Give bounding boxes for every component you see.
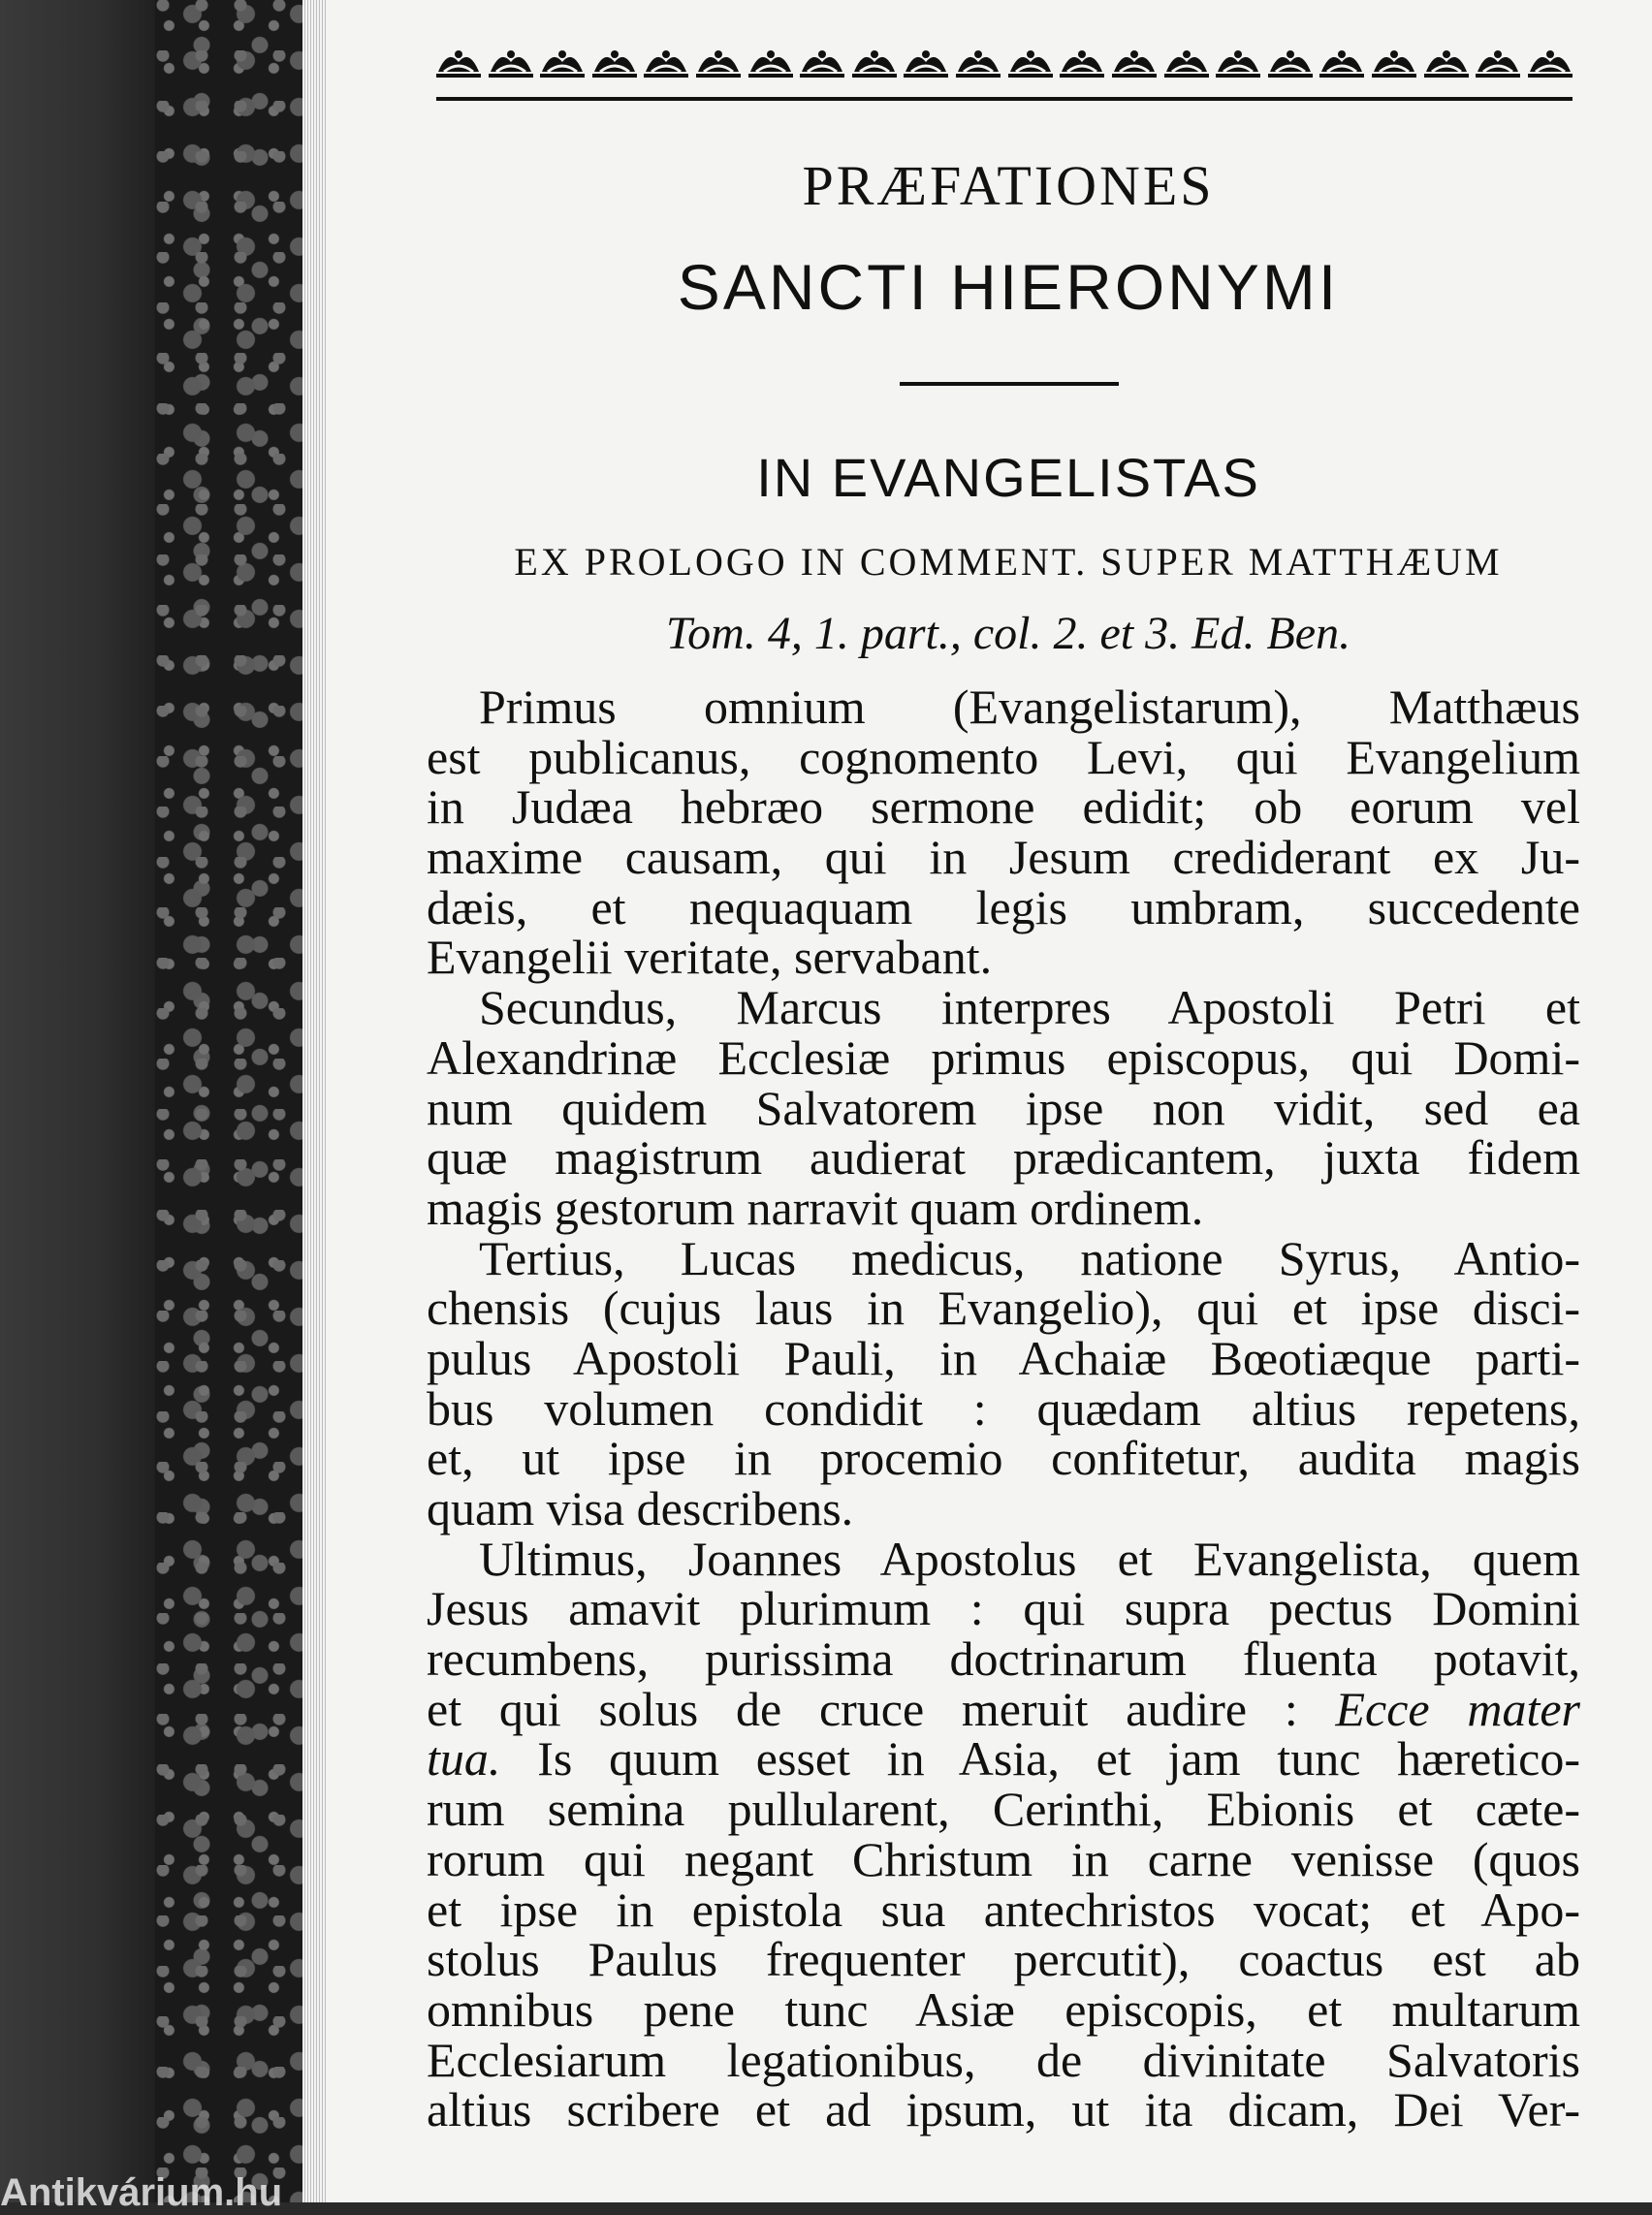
text-line-content: omnibus pene tunc Asiæ episcopis, et multarum <box>427 1981 1580 2037</box>
ornament-motif-icon <box>592 43 637 81</box>
ornament-motif-icon <box>1060 43 1104 81</box>
text-line <box>427 729 1580 784</box>
text-line-content: et qui solus de cruce meruit audire : <box>427 1681 1336 1736</box>
text-line-content: bus volumen condidit : quædam altius repetens, <box>427 1380 1580 1436</box>
text-line-content: et, ut ipse in procemio confitetur, audita magis <box>427 1431 1580 1486</box>
text-line <box>427 1882 1580 1937</box>
ornament-motif-icon <box>1528 43 1573 81</box>
ornament-motif-icon <box>748 43 793 81</box>
text-line <box>427 2082 1580 2137</box>
ornament-motif-icon <box>1372 43 1416 81</box>
text-line <box>427 1230 1580 1285</box>
ornament-motif-icon <box>956 43 1001 81</box>
text-line <box>427 1981 1580 2037</box>
text-line <box>427 1431 1580 1486</box>
text-line <box>427 1029 1580 1085</box>
ornament-motif-icon <box>540 43 585 81</box>
text-line-content: maxime causam, qui in Jesum crediderant ex Ju- <box>427 830 1580 885</box>
ornament-motif-icon <box>1164 43 1209 81</box>
ornament-motif-icon <box>1268 43 1313 81</box>
text-line <box>427 980 1580 1035</box>
text-line-content: Primus omnium (Evangelistarum), Matthæus <box>479 680 1580 734</box>
text-line <box>427 1481 1580 1535</box>
text-line-content: pulus Apostoli Pauli, in Achaiæ Bœotiæque parti- <box>427 1330 1580 1385</box>
watermark: Antikvárium.hu <box>0 2171 283 2214</box>
text-line <box>427 930 1580 985</box>
text-line-content: in Judæa hebræo sermone edidit; ob eorum vel <box>427 779 1580 835</box>
text-line-content: Evangelii veritate, servabant. <box>427 930 993 985</box>
text-line <box>427 1130 1580 1186</box>
section-heading: IN EVANGELISTAS <box>756 447 1260 508</box>
text-line <box>427 1330 1580 1385</box>
text-line-content: dæis, et nequaquam legis umbram, succedente <box>427 879 1580 934</box>
text-line <box>427 1283 1580 1334</box>
text-line <box>427 1782 1580 1837</box>
ornament-motif-icon <box>1112 43 1157 81</box>
text-line <box>427 1180 1580 1235</box>
title-divider <box>900 382 1119 386</box>
text-line-content: recumbens, purissima doctrinarum fluenta potavit, <box>427 1631 1580 1687</box>
title-line-1: PRÆFATIONES <box>802 154 1215 217</box>
body-text <box>427 682 1580 2136</box>
text-line-content: et ipse in epistola sua antechristos vocat; et Apo- <box>427 1882 1580 1937</box>
text-line <box>427 1831 1580 1886</box>
text-line <box>427 1531 1580 1586</box>
text-line-content: rorum qui negant Christum in carne venisse (quos <box>427 1831 1580 1886</box>
italic-span: tua. <box>427 1731 501 1787</box>
ornament-band <box>436 39 1573 85</box>
ornament-motif-icon <box>489 43 533 81</box>
text-line-content: Tertius, Lucas medicus, natione Syrus, Antio- <box>479 1230 1580 1285</box>
ornament-motif-icon <box>904 43 948 81</box>
text-line <box>427 879 1580 934</box>
ornament-motif-icon <box>1008 43 1053 81</box>
text-line-content: Ecclesiarum legationibus, de divinitate Salvatoris <box>427 2032 1580 2087</box>
text-line <box>427 1380 1580 1436</box>
text-line-content: Alexandrinæ Ecclesiæ primus episcopus, qui Domi- <box>427 1029 1580 1085</box>
text-line-content: Jesus amavit plurimum : qui supra pectus Domini <box>427 1581 1580 1636</box>
text-line <box>427 1681 1580 1736</box>
text-line-content: quæ magistrum audierat prædicantem, juxta fidem <box>427 1130 1580 1186</box>
ornament-motif-icon <box>800 43 844 81</box>
text-line <box>427 1080 1580 1135</box>
ornament-motif-icon <box>1476 43 1520 81</box>
subheading: EX PROLOGO IN COMMENT. SUPER MATTHÆUM <box>514 540 1503 584</box>
text-line <box>427 1731 1580 1787</box>
ornament-motif-icon <box>644 43 688 81</box>
ornament-motif-icon <box>696 43 741 81</box>
title-line-2: SANCTI HIERONYMI <box>677 251 1340 323</box>
text-line-content: Is quum esset in Asia, et jam tunc hæretico- <box>500 1731 1580 1787</box>
ornament-motif-icon <box>1216 43 1260 81</box>
text-line-content: magis gestorum narravit quam ordinem. <box>427 1180 1204 1235</box>
ornament-motif-icon <box>852 43 897 81</box>
page-block-edges <box>302 0 326 2202</box>
text-line <box>427 1932 1580 1987</box>
text-line <box>427 1581 1580 1636</box>
marbled-book-edge <box>155 0 310 2202</box>
text-line <box>427 1631 1580 1687</box>
text-line <box>427 682 1580 733</box>
text-line <box>427 830 1580 885</box>
italic-span: Ecce mater <box>1335 1681 1580 1736</box>
text-line-content: est publicanus, cognomento Levi, qui Evangelium <box>427 729 1580 784</box>
ornament-motif-icon <box>436 43 481 81</box>
text-line-content: altius scribere et ad ipsum, ut ita dicam, Dei Ver- <box>427 2082 1580 2137</box>
text-line <box>427 779 1580 835</box>
text-line-content: Ultimus, Joannes Apostolus et Evangelista, quem <box>479 1531 1580 1586</box>
text-line-content: stolus Paulus frequenter percutit), coactus est ab <box>427 1932 1580 1987</box>
ornament-motif-icon <box>1319 43 1364 81</box>
dark-background <box>0 0 165 2202</box>
citation: Tom. 4, 1. part., col. 2. et 3. Ed. Ben. <box>665 608 1351 659</box>
ornament-motif-icon <box>1424 43 1469 81</box>
ornament-rule <box>436 97 1573 101</box>
text-line <box>427 2032 1580 2087</box>
text-line-content: chensis (cujus laus in Evangelio), qui et ipse disci- <box>427 1281 1580 1336</box>
text-line-content: quam visa describens. <box>427 1481 854 1535</box>
text-line-content: rum semina pullularent, Cerinthi, Ebionis et cæte- <box>427 1782 1580 1837</box>
text-line-content: Secundus, Marcus interpres Apostoli Petri et <box>479 980 1580 1035</box>
text-line-content: num quidem Salvatorem ipse non vidit, sed ea <box>427 1080 1580 1135</box>
